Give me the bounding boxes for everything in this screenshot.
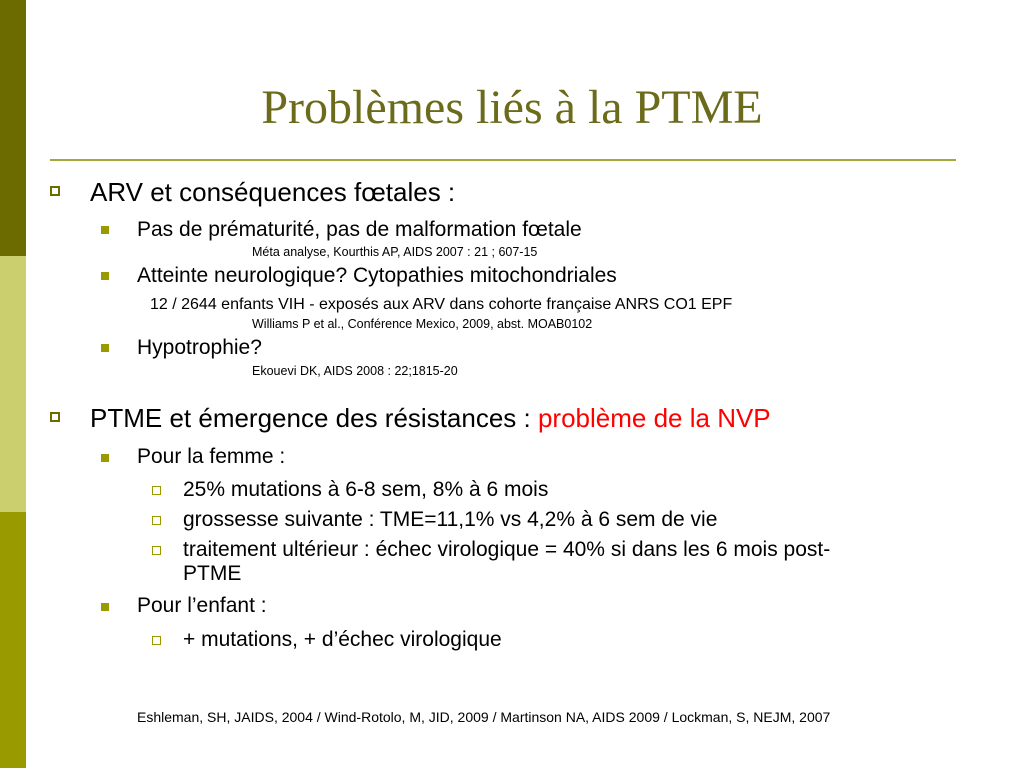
hollow-square-bullet — [152, 546, 161, 555]
slide-title: Problèmes liés à la PTME — [261, 81, 763, 134]
reference-text: Ekouevi DK, AIDS 2008 : 22;1815-20 — [252, 364, 458, 378]
sub-list-item: 25% mutations à 6-8 sem, 8% à 6 mois — [183, 478, 549, 501]
sub-list-item-continuation: PTME — [183, 562, 242, 585]
square-bullet — [101, 272, 109, 280]
sidebar-segment-olive — [0, 512, 26, 768]
reference-text: Williams P et al., Conférence Mexico, 2009, abst. MOAB0102 — [252, 317, 593, 331]
hollow-square-bullet — [50, 186, 60, 196]
note-text: 12 / 2644 enfants VIH - exposés aux ARV dans cohorte française ANRS CO1 EPF — [150, 296, 733, 313]
reference-text: Méta analyse, Kourthis AP, AIDS 2007 : 21 ; 607-15 — [252, 245, 538, 259]
list-item: Pour la femme : — [137, 445, 286, 468]
square-bullet — [101, 226, 109, 234]
title-divider — [50, 159, 956, 161]
sub-list-item: + mutations, + d’échec virologique — [183, 628, 502, 651]
heading-highlight: problème de la NVP — [537, 403, 771, 433]
sub-list-item: grossesse suivante : TME=11,1% vs 4,2% à 6 sem de vie — [183, 508, 718, 531]
list-item: Pour l’enfant : — [137, 594, 267, 617]
sidebar-segment-light — [0, 256, 26, 512]
footer-references: Eshleman, SH, JAIDS, 2004 / Wind-Rotolo, M, JID, 2009 / Martinson NA, AIDS 2009 / Lockman, S, NEJM, 2007 — [137, 709, 831, 725]
list-item: Pas de prématurité, pas de malformation fœtale — [137, 218, 582, 241]
section-heading-arv: ARV et conséquences fœtales : — [90, 177, 456, 207]
hollow-square-bullet — [152, 636, 161, 645]
heading-text: PTME et émergence des résistances : — [90, 403, 538, 433]
square-bullet — [101, 454, 109, 462]
section-heading-ptme — [90, 403, 771, 433]
hollow-square-bullet — [152, 486, 161, 495]
hollow-square-bullet — [50, 412, 60, 422]
list-item: Hypotrophie? — [137, 336, 262, 359]
square-bullet — [101, 603, 109, 611]
list-item: Atteinte neurologique? Cytopathies mitochondriales — [137, 264, 617, 287]
square-bullet — [101, 344, 109, 352]
hollow-square-bullet — [152, 516, 161, 525]
sub-list-item: traitement ultérieur : échec virologique = 40% si dans les 6 mois post- — [183, 538, 831, 561]
